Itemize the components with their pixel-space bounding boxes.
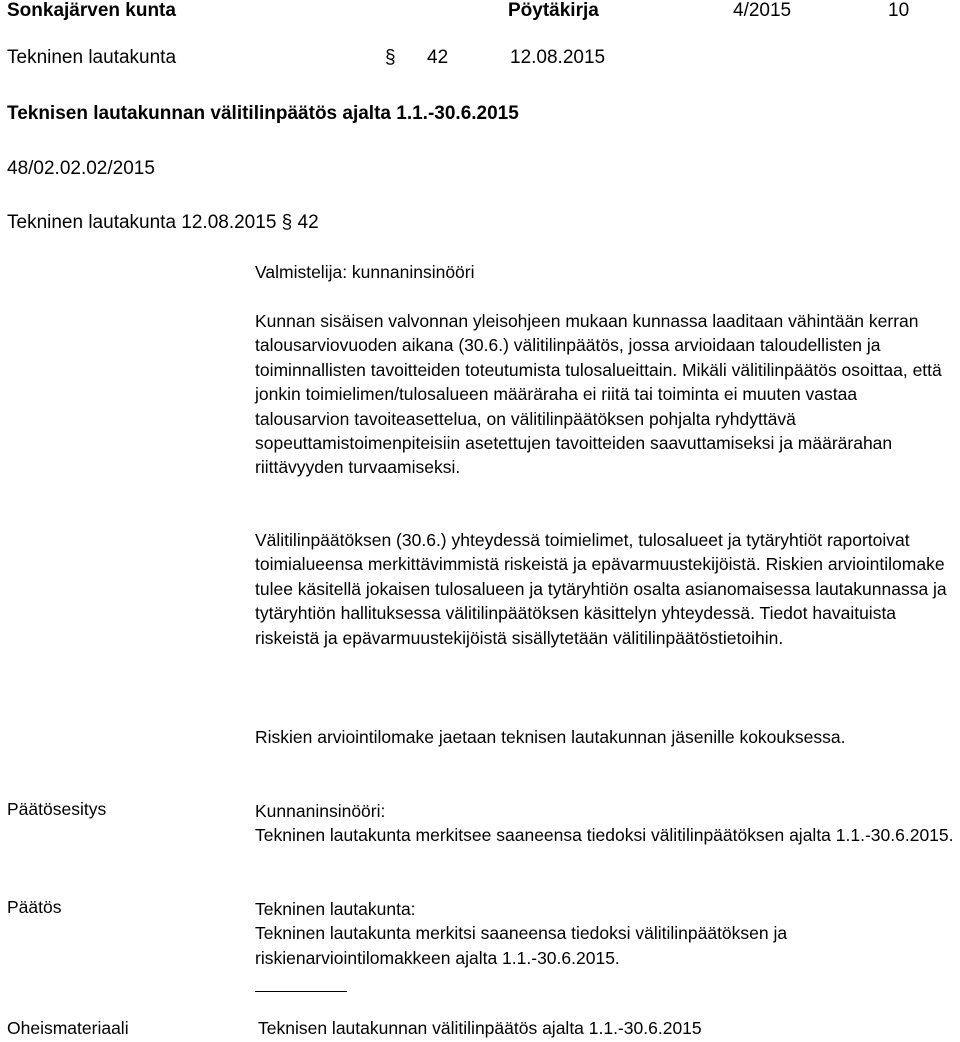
attachments-label: Oheismateriaali — [7, 1018, 129, 1038]
separator-line — [255, 991, 347, 992]
attachments-text: Teknisen lautakunnan välitilinpäätös ajalta 1.1.-30.6.2015 — [258, 1018, 702, 1038]
paragraph-1: Kunnan sisäisen valvonnan yleisohjeen mukaan kunnassa laaditaan vähintään kerran talousarviovuoden aikana (30.6.) välitilinpäätös, jossa arvioidaan taloudellisten ja toiminnallisten tavoitteiden toteutumista tulosalueittain. Mikäli välitilinpäätös osoittaa, että jonkin toimielimen/tulosalueen määräraha ei riitä tai toiminta ei muuten vastaa talousarvion tavoiteasettelua, on välitilinpäätöksen pohjalta ryhdyttävä sopeuttamistoimenpiteisiin asetettujen tavoitteiden saavuttamiseksi ja määrärahan riittävyyden turvaamiseksi. — [255, 311, 942, 478]
section-number: 42 — [427, 47, 449, 68]
decision-label: Päätös — [7, 897, 62, 917]
decision-text: Tekninen lautakunta merkitsi saaneensa tiedoksi välitilinpäätöksen ja riskienarviointilomakkeen ajalta 1.1.-30.6.2015. — [255, 923, 788, 968]
paragraph-3: Riskien arviointilomake jaetaan teknisen lautakunnan jäsenille kokouksessa. — [255, 727, 846, 747]
proposal-label: Päätösesitys — [7, 799, 107, 819]
section-symbol: § — [385, 47, 396, 68]
meeting-reference — [7, 212, 319, 234]
meeting-reference-text: Tekninen lautakunta 12.08.2015 — [7, 212, 277, 233]
paragraph-2: Välitilinpäätöksen (30.6.) yhteydessä toimielimet, tulosalueet ja tytäryhtiöt raportoivat toimialueensa merkittävimmistä riskeistä ja epävarmuustekijöistä. Riskien arviointilomake tulee käsitellä jokaisen tulosalueen ja tytäryhtiön osalta asianomaisessa lautakunnassa ja tytäryhtiön hallituksessa välitilinpäätöksen käsittelyn yhteydessä. Tiedot havaituista riskeistä ja epävarmuustekijöistä sisällytetään välitilinpäätöstietoihin. — [255, 530, 947, 648]
meeting-body: Tekninen lautakunta — [7, 47, 177, 68]
preparer: Valmistelija: kunnaninsinööri — [255, 262, 475, 282]
file-number: 48/02.02.02/2015 — [7, 158, 155, 179]
document-type: Pöytäkirja — [508, 0, 599, 21]
proposer: Kunnaninsinööri: — [255, 801, 386, 821]
document-issue: 4/2015 — [733, 0, 792, 21]
item-title: Teknisen lautakunnan välitilinpäätös ajalta 1.1.-30.6.2015 — [7, 103, 519, 124]
meeting-reference-section: 42 — [297, 212, 319, 233]
meeting-date: 12.08.2015 — [510, 47, 606, 68]
proposal-text: Tekninen lautakunta merkitsee saaneensa tiedoksi välitilinpäätöksen ajalta 1.1.-30.6.2015. — [255, 825, 954, 846]
proposal-block — [255, 799, 955, 848]
section-symbol: § — [281, 212, 293, 233]
page-number: 10 — [888, 0, 910, 21]
decision-block — [255, 897, 955, 970]
decider: Tekninen lautakunta: — [255, 899, 416, 919]
municipality-name: Sonkajärven kunta — [7, 0, 176, 21]
